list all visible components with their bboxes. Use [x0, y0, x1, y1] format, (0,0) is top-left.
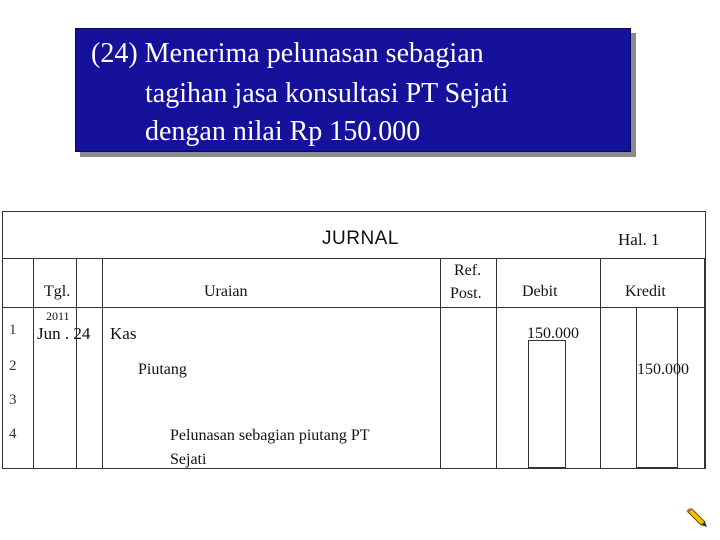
col-line-1	[33, 258, 34, 468]
debit-account: Kas	[110, 324, 137, 343]
header-ref: Ref.	[454, 262, 482, 279]
debit-box	[528, 340, 566, 468]
credit-account: Piutang	[138, 361, 187, 378]
page-number: Hal. 1	[618, 230, 660, 249]
banner-line-2: tagihan jasa konsultasi PT Sejati	[145, 78, 509, 109]
entry-year: 2011	[46, 309, 70, 323]
memo-line-1: Pelunasan sebagian piutang PT	[170, 427, 370, 444]
journal-title: JURNAL	[322, 228, 399, 249]
row-number-4: 4	[9, 426, 17, 442]
pencil-icon	[686, 508, 708, 528]
entry-date: Jun . 24	[37, 324, 91, 343]
header-kredit: Kredit	[625, 283, 666, 300]
transaction-banner	[75, 28, 631, 152]
header-uraian: Uraian	[204, 283, 248, 300]
memo-line-2: Sejati	[170, 451, 207, 468]
col-line-5	[496, 258, 497, 468]
row-number-2: 2	[9, 358, 17, 374]
row-number-1: 1	[9, 322, 17, 338]
banner-line-3: dengan nilai Rp 150.000	[145, 116, 421, 147]
col-line-2	[76, 258, 77, 468]
col-line-4	[440, 258, 441, 468]
kredit-box	[636, 307, 678, 468]
header-debit: Debit	[522, 283, 558, 300]
col-line-6	[600, 258, 601, 468]
col-line-7	[704, 258, 705, 468]
header-post: Post.	[450, 285, 482, 302]
banner-line-1: (24) Menerima pelunasan sebagian	[91, 38, 484, 69]
row-number-3: 3	[9, 392, 17, 408]
col-line-3	[102, 258, 103, 468]
debit-amount: 150.000	[527, 325, 579, 342]
header-tgl: Tgl.	[44, 283, 71, 300]
credit-amount: 150.000	[637, 361, 689, 378]
